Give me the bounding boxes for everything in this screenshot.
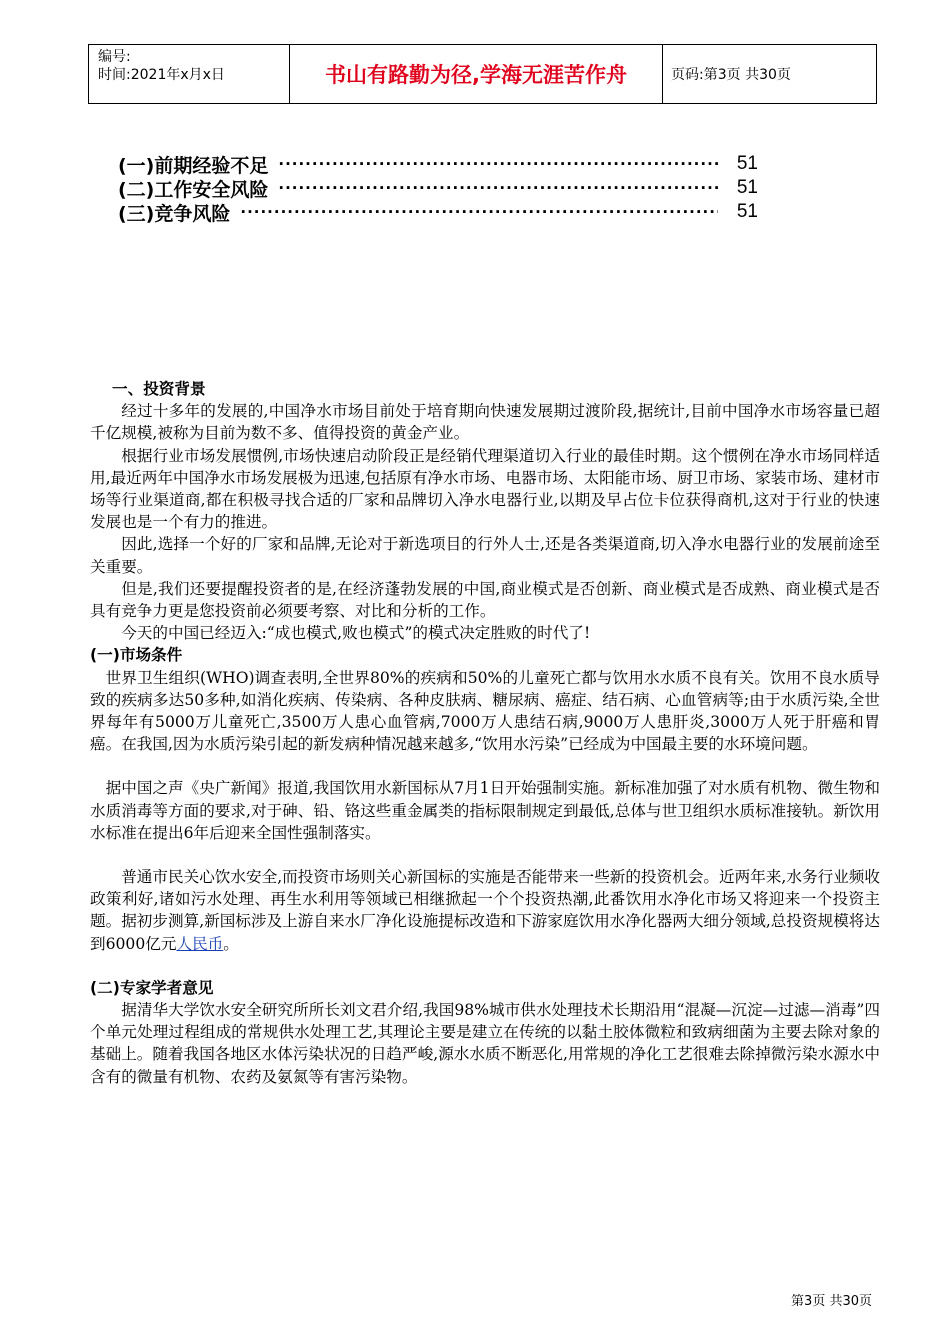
toc-leader-dots [278, 155, 718, 173]
paragraph-with-link [90, 866, 880, 955]
header-slogan: 书山有路勤为径,学海无涯苦作舟 [289, 45, 663, 103]
paragraph: 今天的中国已经迈入:“成也模式,败也模式”的模式决定胜败的时代了! [121, 624, 591, 643]
page-header [88, 44, 877, 104]
toc-leader-dots [278, 179, 718, 197]
table-of-contents [118, 152, 758, 224]
toc-entry-label: (一)前期经验不足 [118, 154, 269, 177]
subsection-heading-expert-opinions: (二)专家学者意见 [90, 978, 214, 997]
paragraph: 经过十多年的发展的,中国净水市场目前处于培育期向快速发展期过渡阶段,据统计,目前中国净水市场容量已超千亿规模,被称为目前为数不多、值得投资的黄金产业。 [90, 402, 880, 443]
subsection-heading-market-conditions: (一)市场条件 [90, 646, 183, 665]
paragraph-end: 。 [223, 934, 239, 953]
paragraph: 因此,选择一个好的厂家和品牌,无论对于新选项目的行外人士,还是各类渠道商,切入净水电器行业的发展前途至关重要。 [90, 535, 880, 576]
toc-entry-page: 51 [736, 153, 758, 174]
page-footer-number: 第3页 共30页 [791, 1294, 872, 1309]
section-heading-investment-background: 一、投资背景 [112, 380, 206, 398]
rmb-link[interactable]: 人民币 [176, 934, 224, 953]
toc-leader-dots [240, 203, 718, 221]
toc-entry-label: (二)工作安全风险 [118, 178, 269, 201]
paragraph-text: 普通市民关心饮水安全,而投资市场则关心新国标的实施是否能带来一些新的投资机会。近两年来,水务行业频收政策利好,诸如污水处理、再生水利用等领域已相继掀起一个个投资热潮,此番饮用水净化市场又将迎来一个投资主题。据初步测算,新国标涉及上游自来水厂净化设施提标改造和下游家庭饮用水净化器两大细分领域,总投资规模将达到6000亿元 [90, 868, 880, 953]
toc-entry[interactable] [118, 152, 758, 176]
spacer [90, 955, 880, 977]
toc-entry[interactable] [118, 200, 758, 224]
paragraph: 世界卫生组织(WHO)调查表明,全世界80%的疾病和50%的儿童死亡都与饮用水水质不良有关。饮用不良水质导致的疾病多达50多种,如消化疾病、传染病、各种皮肤病、糖尿病、癌症、结石病、心血管病等;由于水质污染,全世界每年有5000万儿童死亡,3500万人患心血管病,7000万人患结石病,9000万人患肝炎,3000万人死于肝癌和胃癌。在我国,因为水质污染引起的新发病种情况越来越多,“饮用水污染”已经成为中国最主要的水环境问题。 [90, 668, 880, 754]
number-label: 编号: [98, 49, 131, 65]
paragraph: 据中国之声《央广新闻》报道,我国饮用水新国标从7月1日开始强制实施。新标准加强了对水质有机物、微生物和水质消毒等方面的要求,对于砷、铅、铬这些重金属类的指标限制规定到最低,总体与世卫组织水质标准接轨。新饮用水标准在提出6年后迎来全国性强制落实。 [90, 779, 880, 842]
header-page-label: 页码:第3页 共30页 [671, 67, 791, 83]
paragraph: 据清华大学饮水安全研究所所长刘文君介绍,我国98%城市供水处理技术长期沿用“混凝—沉淀—过滤—消毒”四个单元处理过程组成的常规供水处理工艺,其理论主要是建立在传统的以黏土胶体微粒和致病细菌为主要去除对象的基础上。随着我国各地区水体污染状况的日趋严峻,源水水质不断恶化,用常规的净化工艺很难去除掉微污染水源水中含有的微量有机物、农药及氨氮等有害污染物。 [90, 1001, 880, 1086]
toc-entry-page: 51 [736, 201, 758, 222]
toc-entry-label: (三)竞争风险 [118, 202, 231, 225]
time-label: 时间:2021年x月x日 [98, 67, 225, 83]
document-body [90, 378, 880, 1088]
paragraph: 但是,我们还要提醒投资者的是,在经济蓬勃发展的中国,商业模式是否创新、商业模式是否成熟、商业模式是否具有竞争力更是您投资前必须要考察、对比和分析的工作。 [90, 579, 880, 621]
paragraph: 根据行业市场发展惯例,市场快速启动阶段正是经销代理渠道切入行业的最佳时期。这个惯例在净水市场同样适用,最近两年中国净水市场发展极为迅速,包括原有净水市场、电器市场、太阳能市场、厨卫市场、家装市场、建材市场等行业渠道商,都在积极寻找合适的厂家和品牌切入净水电器行业,以期及早占位卡位获得商机,这对于行业的快速发展也是一个有力的推进。 [90, 446, 880, 532]
toc-entry-page: 51 [736, 177, 758, 198]
toc-entry[interactable] [118, 176, 758, 200]
spacer [90, 755, 880, 777]
header-meta [89, 45, 289, 103]
spacer [90, 844, 880, 866]
